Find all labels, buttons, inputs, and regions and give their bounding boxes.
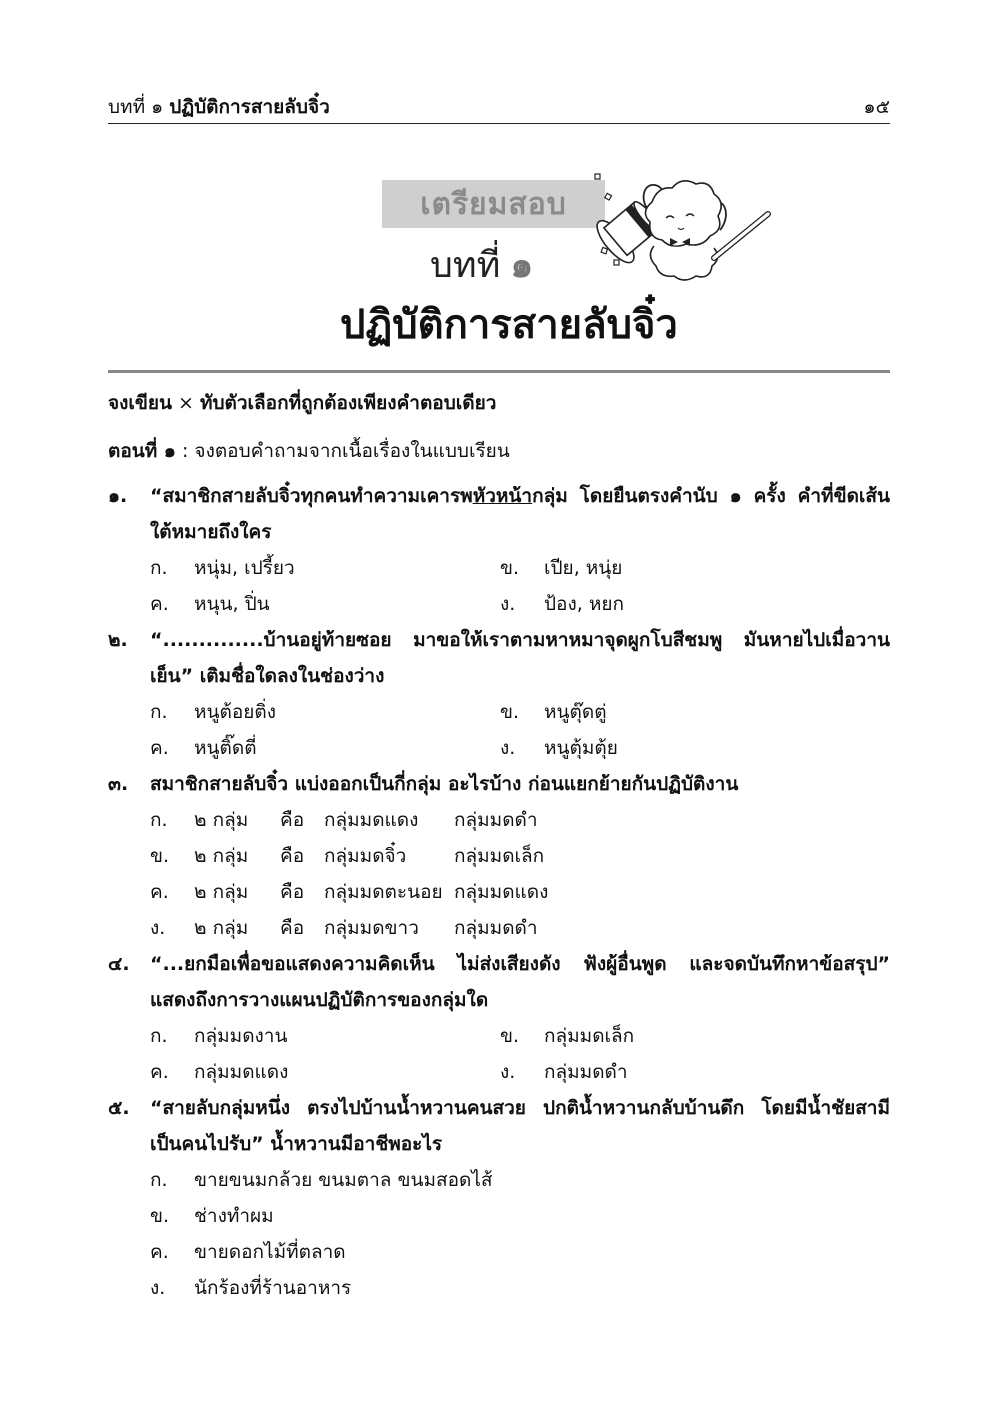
option-a[interactable]: ก. หนุ่ม, เปรี้ยว [150, 557, 295, 579]
prep-banner [382, 180, 605, 228]
option-a[interactable]: ก. กลุ่มมดงาน [150, 1025, 288, 1047]
banner-text: เตรียมสอบ [420, 186, 567, 222]
option-d[interactable]: ง. ป้อง, หยก [500, 593, 624, 615]
option-b[interactable]: ข. ช่างทำผม [150, 1205, 274, 1227]
question-number: ๑. [108, 485, 128, 507]
instruction-before: จงเขียน [108, 392, 173, 414]
running-head [108, 92, 890, 122]
running-head-chapter [108, 92, 330, 122]
instruction-after: ทับตัวเลือกที่ถูกต้องเพียงคำตอบเดียว [199, 392, 497, 414]
chapter-title: ปฏิบัติการสายลับจิ๋ว [340, 302, 678, 348]
option-b[interactable]: ข. ๒ กลุ่ม คือ กลุ่มมดจิ๋ว กลุ่มมดเล็ก [150, 845, 545, 867]
option-c[interactable]: ค. หนูติ๊ดตี่ [150, 737, 257, 759]
option-d[interactable]: ง. กลุ่มมดดำ [500, 1061, 628, 1083]
chapter-heading [430, 236, 533, 293]
underlined-word: หัวหน้า [472, 485, 533, 507]
part-text: : จงตอบคำถามจากเนื้อเรื่องในแบบเรียน [175, 440, 510, 462]
question-number: ๔. [108, 953, 130, 975]
option-b[interactable]: ข. กลุ่มมดเล็ก [500, 1025, 635, 1047]
question-stem: สมาชิกสายลับจิ๋ว แบ่งออกเป็นกี่กลุ่ม อะไรบ้าง ก่อนแยกย้ายกันปฏิบัติงาน [150, 773, 739, 795]
chapter-heading-number: ๑ [510, 245, 534, 286]
question-number: ๓. [108, 773, 129, 795]
sheep-magician-icon [592, 172, 777, 292]
option-d[interactable]: ง. หนูตุ้มตุ้ย [500, 737, 618, 759]
option-c[interactable]: ค. ๒ กลุ่ม คือ กลุ่มมดตะนอย กลุ่มมดแดง [150, 881, 549, 903]
section-divider [108, 370, 890, 373]
option-d[interactable]: ง. นักร้องที่ร้านอาหาร [150, 1277, 352, 1299]
question-stem: “สมาชิกสายลับจิ๋วทุกคนทำความเคารพหัวหน้ากลุ่ม โดยยืนตรงคำนับ ๑ ครั้ง คำที่ขีดเส้นใต้หมายถึงใคร [150, 485, 890, 543]
question-stem: “สายลับกลุ่มหนึ่ง ตรงไปบ้านน้ำหวานคนสวย ปกติน้ำหวานกลับบ้านดึก โดยมีน้ำชัยสามีเป็นคนไปรับ” น้ำหวานมีอาชีพอะไร [150, 1097, 890, 1155]
question-5 [108, 1090, 890, 1306]
part-heading [108, 436, 510, 466]
part-label: ตอนที่ ๑ [108, 440, 176, 462]
option-b[interactable]: ข. หนูตุ๊ดตู่ [500, 701, 607, 723]
chapter-heading-label: บทที่ [430, 245, 501, 286]
cross-mark-icon: × [178, 392, 194, 414]
page-number: ๑๕ [863, 96, 890, 118]
question-3 [108, 766, 890, 946]
chapter-number-label: บทที่ ๑ [108, 96, 164, 118]
option-d[interactable]: ง. ๒ กลุ่ม คือ กลุ่มมดขาว กลุ่มมดดำ [150, 917, 538, 939]
question-stem: “...ยกมือเพื่อขอแสดงความคิดเห็น ไม่ส่งเสียงดัง ฟังผู้อื่นพูด และจดบันทึกหาข้อสรุป” แสดงถึงการวางแผนปฏิบัติการของกลุ่มใด [150, 953, 890, 1011]
option-a[interactable]: ก. หนูต้อยติ่ง [150, 701, 277, 723]
question-1 [108, 478, 890, 622]
option-a[interactable]: ก. ๒ กลุ่ม คือ กลุ่มมดแดง กลุ่มมดดำ [150, 809, 538, 831]
chapter-name-label: ปฏิบัติการสายลับจิ๋ว [169, 96, 330, 118]
instruction [108, 388, 496, 418]
question-4 [108, 946, 890, 1090]
option-c[interactable]: ค. หนุน, ปิ่น [150, 593, 270, 615]
question-number: ๒. [108, 629, 128, 651]
question-stem: “..............บ้านอยู่ท้ายซอย มาขอให้เราตามหาหมาจุดผูกโบสีชมพู มันหายไปเมื่อวานเย็น” เติมชื่อใดลงในช่องว่าง [150, 629, 890, 687]
option-a[interactable]: ก. ขายขนมกล้วย ขนมตาล ขนมสอดไส้ [150, 1169, 493, 1191]
option-b[interactable]: ข. เปีย, หนุ่ย [500, 557, 623, 579]
question-2 [108, 622, 890, 766]
question-number: ๕. [108, 1097, 130, 1119]
option-c[interactable]: ค. ขายดอกไม้ที่ตลาด [150, 1241, 346, 1263]
option-c[interactable]: ค. กลุ่มมดแดง [150, 1061, 289, 1083]
header-divider [108, 123, 890, 124]
